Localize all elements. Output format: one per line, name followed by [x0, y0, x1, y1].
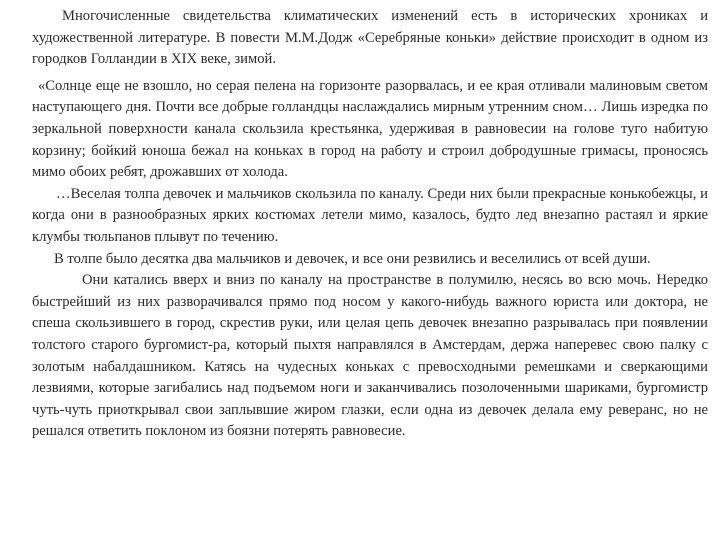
- paragraph-intro: Многочисленные свидетельства климатических изменений есть в исторических хрониках и художественной литературе. В повести М.М.Додж «Серебряные коньки» действие происходит в одном из городков Голландии в XIX веке, зимой.: [32, 8, 708, 68]
- paragraph-burgomaster: Они катались вверх и вниз по каналу на пространстве в полумилю, несясь во всю мочь. Нередко быстрейший из них разворачивался прямо под носом у какого-нибудь важного юриста или доктора, не спеша скользившего в город, скрестив руки, или целая цепь девочек внезапно разрывалась при появлении толстого старого бургомист-ра, который пыхтя направлялся в Амстердам, держа наперевес свою палку с золотым набалдашником. Катясь на чудесных коньках с превосходными ремешками и сверкающими лезвиями, которые загибались над подъемом ноги и заканчивались позолоченными шариками, бургомистр чуть-чуть приоткрывал свои заплывшие жиром глазки, если одна из девочек делала ему реверанс, но не решался ответить поклоном из боязни потерять равновесие.: [32, 272, 708, 440]
- paragraph-quote-dawn: «Солнце еще не взошло, но серая пелена на горизонте разорвалась, и ее края отливали малиновым светом наступающего дня. Почти все добрые голландцы наслаждались мирным утренним сном… Лишь изредка по зеркальной поверхности канала скользила крестьянка, удерживая в равновесии на голове туго набитую корзину; бойкий юноша бежал на коньках в город на работу и строил добродушные гримасы, проносясь мимо обоих ребят, дрожавших от холода.: [32, 77, 708, 181]
- paragraph-crowd: …Веселая толпа девочек и мальчиков скользила по каналу. Среди них были прекрасные конькобежцы, и когда они в разнообразных ярких костюмах летели мимо, казалось, будто лед внезапно растаял и яркие клумбы тюльпанов плывут по течению.: [32, 185, 708, 245]
- paragraph-children: В толпе было десятка два мальчиков и девочек, и все они резвились и веселились от всей души.: [54, 250, 651, 267]
